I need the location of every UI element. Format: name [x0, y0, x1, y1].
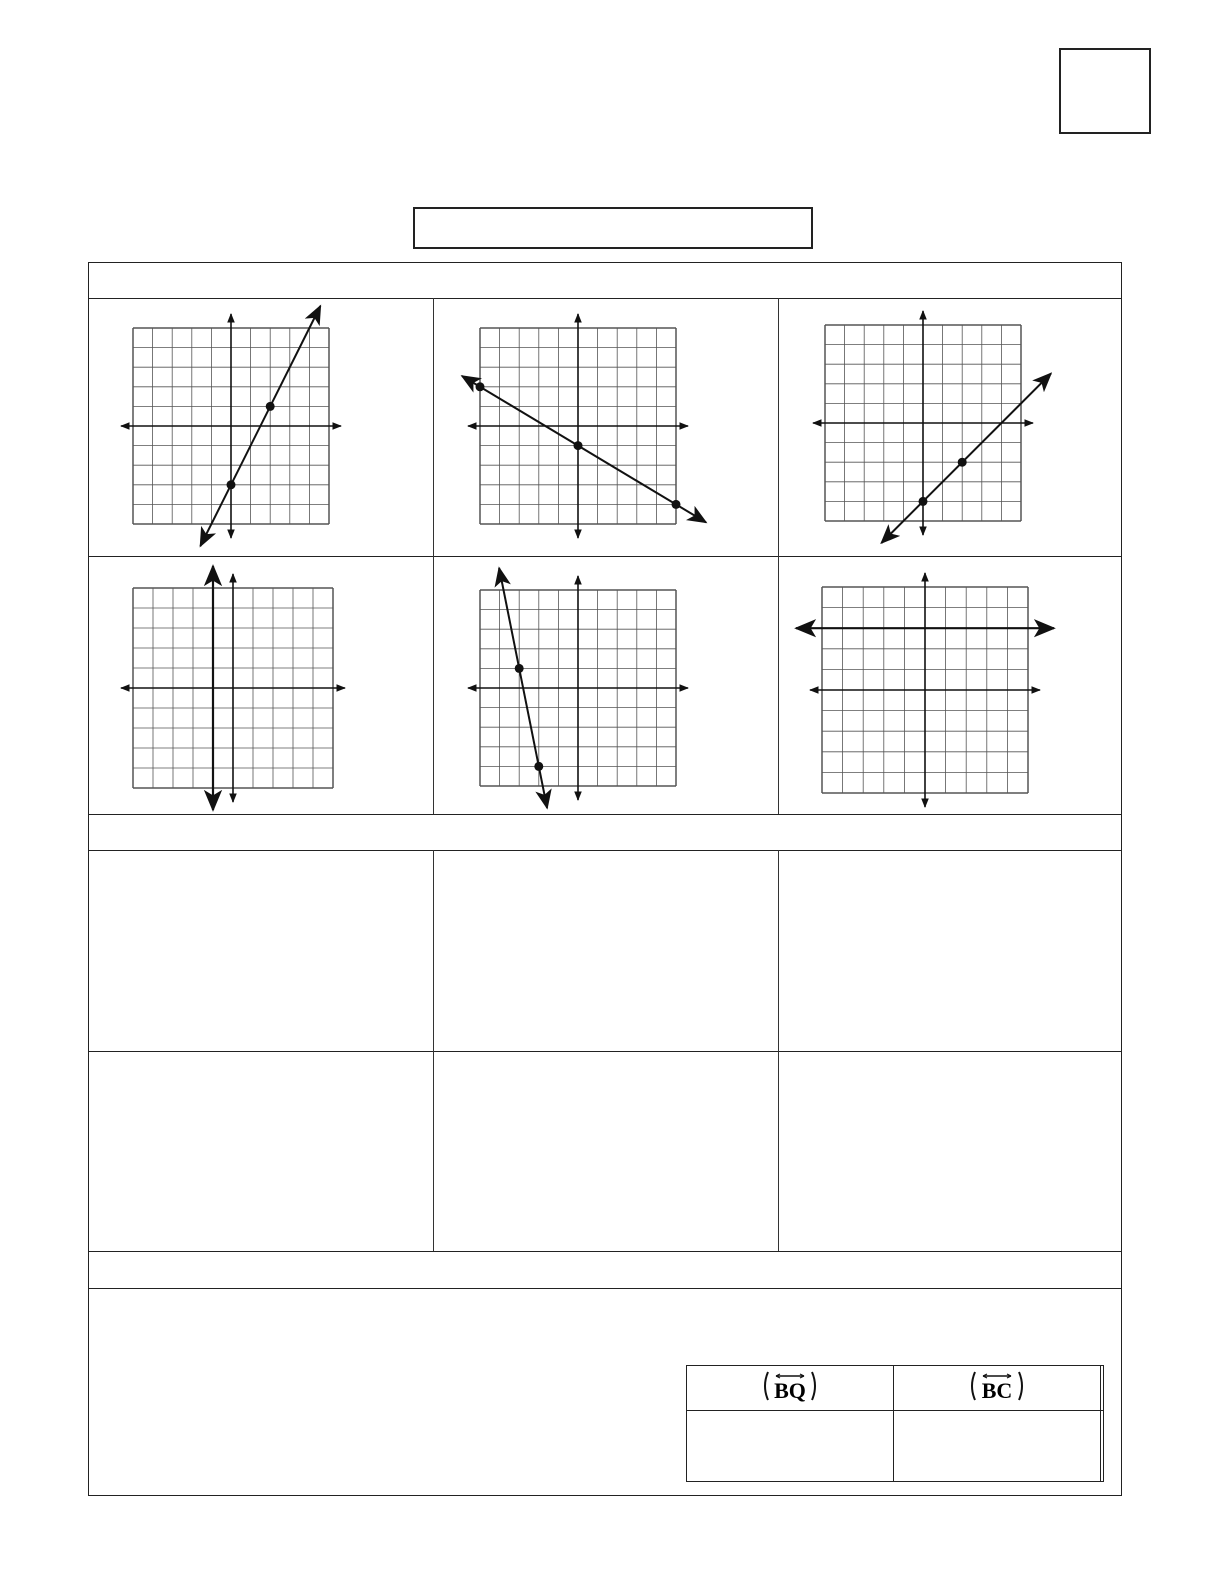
coordinate-grid-1 — [121, 306, 341, 546]
graph-point — [672, 500, 681, 509]
coordinate-grid-6 — [796, 573, 1054, 807]
graph-point — [476, 382, 485, 391]
answer-table-cell-2[interactable] — [893, 1411, 1100, 1482]
answer-table-header-1 — [687, 1366, 894, 1411]
graph-point — [574, 441, 583, 450]
graph-point — [919, 497, 928, 506]
graph-point — [227, 480, 236, 489]
answer-col1-label: BQ — [773, 1377, 806, 1403]
answer-table-header-2 — [893, 1366, 1100, 1411]
graph-point — [266, 402, 275, 411]
answer-table — [686, 1365, 1104, 1482]
bracket-line-bq-icon — [760, 1368, 820, 1404]
answer-col2-label: BC — [981, 1377, 1012, 1403]
graph-point — [515, 664, 524, 673]
graph-line — [462, 376, 706, 522]
graph-line — [881, 373, 1051, 543]
answer-table-header-3 — [1100, 1366, 1103, 1411]
coordinate-grid-2 — [462, 314, 706, 538]
graph-point — [958, 458, 967, 467]
answer-table-cell-1[interactable] — [687, 1411, 894, 1482]
bracket-line-bc-icon — [967, 1368, 1027, 1404]
coordinate-grid-3 — [813, 311, 1051, 543]
answer-table-cell-3[interactable] — [1100, 1411, 1103, 1482]
graph-point — [534, 762, 543, 771]
coordinate-grid-5 — [468, 568, 688, 808]
coordinate-grid-4 — [121, 566, 345, 810]
